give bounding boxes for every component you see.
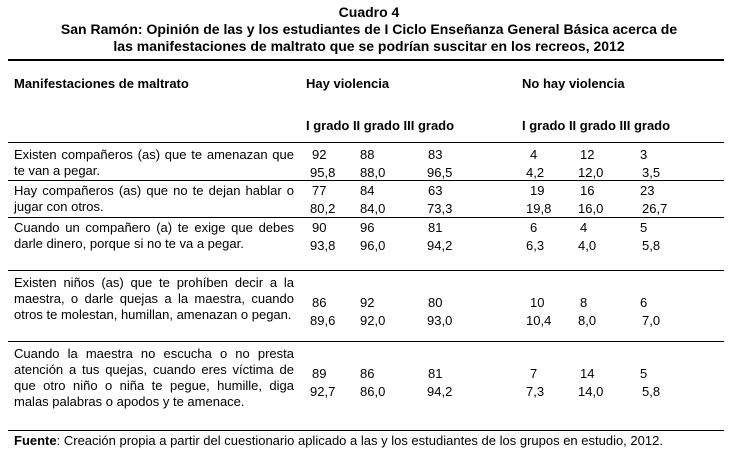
hay-violencia-count: 92 [312, 147, 327, 162]
no-hay-violencia-percent: 4,2 [526, 165, 545, 180]
no-hay-violencia-count: 10 [530, 295, 545, 310]
no-hay-violencia-percent: 3,5 [642, 165, 661, 180]
hay-violencia-count: 77 [312, 183, 327, 198]
row-description: Cuando un compañero (a) te exige que debes darle dinero, porque si no te va a pegar. [14, 220, 294, 251]
no-hay-violencia-count: 6 [640, 295, 648, 310]
caption-number: Cuadro 4 [338, 4, 400, 20]
table-caption [0, 4, 738, 55]
no-hay-violencia-count: 16 [580, 183, 595, 198]
table-bottom-rule [8, 430, 724, 431]
no-hay-violencia-percent: 7,0 [642, 313, 661, 328]
hay-violencia-percent: 89,6 [310, 313, 336, 328]
hay-violencia-count: 96 [360, 220, 375, 235]
group-header-no-hay-violencia: No hay violencia [522, 76, 625, 91]
hay-violencia-percent: 86,0 [360, 384, 386, 399]
hay-violencia-percent: 96,5 [427, 165, 453, 180]
no-hay-violencia-percent: 19,8 [526, 201, 552, 216]
row-description: Hay compañeros (as) que no te dejan hablar o jugar con otros. [14, 183, 294, 214]
no-hay-violencia-count: 8 [580, 295, 588, 310]
row-separator [8, 341, 724, 342]
hay-violencia-count: 84 [360, 183, 375, 198]
no-hay-violencia-percent: 14,0 [578, 384, 604, 399]
hay-violencia-count: 92 [360, 295, 375, 310]
caption-line-2: las manifestaciones de maltrato que se podrían suscitar en los recreos, 2012 [113, 38, 625, 54]
row-separator [8, 180, 724, 181]
no-hay-violencia-percent: 26,7 [642, 201, 668, 216]
no-hay-violencia-percent: 7,3 [526, 384, 545, 399]
no-hay-violencia-percent: 8,0 [578, 313, 597, 328]
no-hay-violencia-count: 5 [640, 366, 648, 381]
table-top-rule [8, 59, 724, 61]
no-hay-violencia-percent: 16,0 [578, 201, 604, 216]
hay-violencia-percent: 96,0 [360, 238, 386, 253]
hay-violencia-count: 86 [360, 366, 375, 381]
no-hay-violencia-percent: 6,3 [526, 238, 545, 253]
no-hay-violencia-count: 14 [580, 366, 595, 381]
no-hay-violencia-count: 5 [640, 220, 648, 235]
hay-violencia-percent: 94,2 [427, 384, 453, 399]
no-hay-violencia-percent: 12,0 [578, 165, 604, 180]
hay-violencia-percent: 93,8 [310, 238, 336, 253]
no-hay-violencia-percent: 5,8 [642, 384, 661, 399]
header-rule [8, 142, 724, 143]
row-separator [8, 217, 724, 218]
hay-violencia-count: 81 [428, 366, 443, 381]
hay-violencia-count: 81 [428, 220, 443, 235]
hay-violencia-count: 89 [312, 366, 327, 381]
no-hay-violencia-count: 4 [580, 220, 588, 235]
table-footnote [14, 432, 726, 449]
no-hay-violencia-count: 4 [530, 147, 538, 162]
footnote-label: Fuente [14, 433, 57, 448]
no-hay-violencia-count: 23 [640, 183, 655, 198]
no-hay-violencia-count: 19 [530, 183, 545, 198]
hay-violencia-count: 80 [428, 295, 443, 310]
grade-subheader-hay: I grado II grado III grado [306, 118, 455, 133]
no-hay-violencia-count: 7 [530, 366, 538, 381]
no-hay-violencia-percent: 5,8 [642, 238, 661, 253]
hay-violencia-count: 90 [312, 220, 327, 235]
no-hay-violencia-count: 6 [530, 220, 538, 235]
row-separator [8, 270, 724, 271]
hay-violencia-percent: 73,3 [427, 201, 453, 216]
no-hay-violencia-percent: 4,0 [578, 238, 597, 253]
hay-violencia-count: 88 [360, 147, 375, 162]
row-description: Cuando la maestra no escucha o no presta atención a tus quejas, cuando eres víctima de que otro niño o niña te pegue, humille, diga malas palabras o apodos y te amenace. [14, 346, 294, 409]
hay-violencia-percent: 94,2 [427, 238, 453, 253]
no-hay-violencia-count: 3 [640, 147, 648, 162]
hay-violencia-percent: 93,0 [427, 313, 453, 328]
group-header-hay-violencia: Hay violencia [306, 76, 390, 91]
no-hay-violencia-percent: 10,4 [526, 313, 552, 328]
hay-violencia-count: 86 [312, 295, 327, 310]
row-description: Existen compañeros (as) que te amenazan que te van a pegar. [14, 147, 294, 178]
no-hay-violencia-count: 12 [580, 147, 595, 162]
caption-line-1: San Ramón: Opinión de las y los estudiantes de I Ciclo Enseñanza General Básica acerca de [60, 21, 678, 37]
hay-violencia-count: 63 [428, 183, 443, 198]
hay-violencia-percent: 80,2 [310, 201, 336, 216]
hay-violencia-percent: 84,0 [360, 201, 386, 216]
row-description: Existen niños (as) que te prohíben decir a la maestra, o darle quejas a la maestra, cuando otros te molestan, humillan, amenazan o pegan. [14, 275, 294, 322]
footnote-text: : Creación propia a partir del cuestionario aplicado a las y los estudiantes de los grupos en estudio, 2012. [56, 433, 663, 448]
hay-violencia-count: 83 [428, 147, 443, 162]
hay-violencia-percent: 92,0 [360, 313, 386, 328]
grade-subheader-no-hay: I grado II grado III grado [522, 118, 671, 133]
column-header-manifestaciones: Manifestaciones de maltrato [14, 76, 189, 91]
hay-violencia-percent: 88,0 [360, 165, 386, 180]
hay-violencia-percent: 95,8 [310, 165, 336, 180]
hay-violencia-percent: 92,7 [310, 384, 336, 399]
